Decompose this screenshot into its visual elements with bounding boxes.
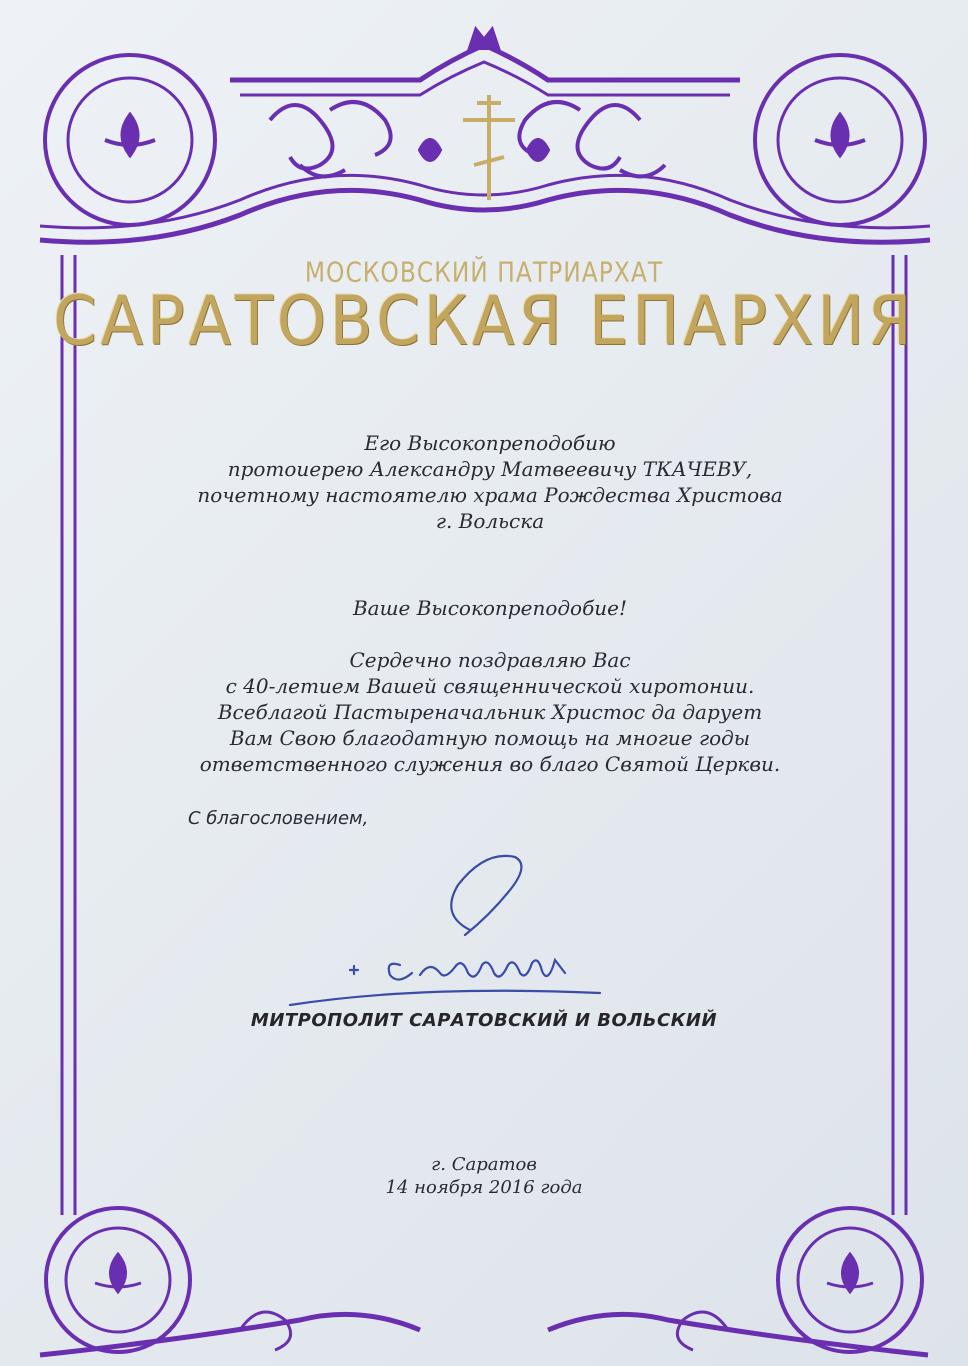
diocese-title: САРАТОВСКАЯ ЕПАРХИЯ (53, 282, 915, 361)
salutation: Ваше Высокопреподобие! (352, 596, 628, 620)
addressee-line: г. Вольска (435, 509, 545, 533)
body-line: Сердечно поздравляю Вас (349, 648, 631, 672)
place-date (0, 1153, 968, 1199)
body-line: Вам Свою благодатную помощь на многие годы (229, 726, 751, 750)
date: 14 ноября 2016 года (385, 1177, 583, 1198)
body-line: ответственного служения во благо Святой Церкви. (199, 752, 781, 776)
place: г. Саратов (431, 1154, 537, 1175)
patriarchate-title: МОСКОВСКИЙ ПАТРИАРХАТ (304, 257, 664, 289)
letter-body (150, 647, 830, 777)
orthodox-cross-icon (463, 95, 515, 200)
ornament-corner-bottom-left (40, 1208, 420, 1355)
addressee-line: протоиерею Александру Матвеевичу ТКАЧЕВУ, (227, 457, 753, 481)
body-line: с 40-летием Вашей священнической хиротонии. (225, 674, 755, 698)
closing-phrase: С благословением, (188, 808, 369, 829)
signer-title: МИТРОПОЛИТ САРАТОВСКИЙ И ВОЛЬСКИЙ (250, 1010, 718, 1031)
addressee-block (150, 430, 830, 534)
addressee-line: почетному настоятелю храма Рождества Христова (197, 483, 783, 507)
top-ornament (40, 30, 930, 242)
body-line: Всеблагой Пастыреначальник Христос да дарует (217, 700, 763, 724)
signature (280, 845, 620, 1015)
addressee-line: Его Высокопреподобию (364, 431, 616, 455)
ornament-corner-bottom-right (548, 1208, 928, 1355)
